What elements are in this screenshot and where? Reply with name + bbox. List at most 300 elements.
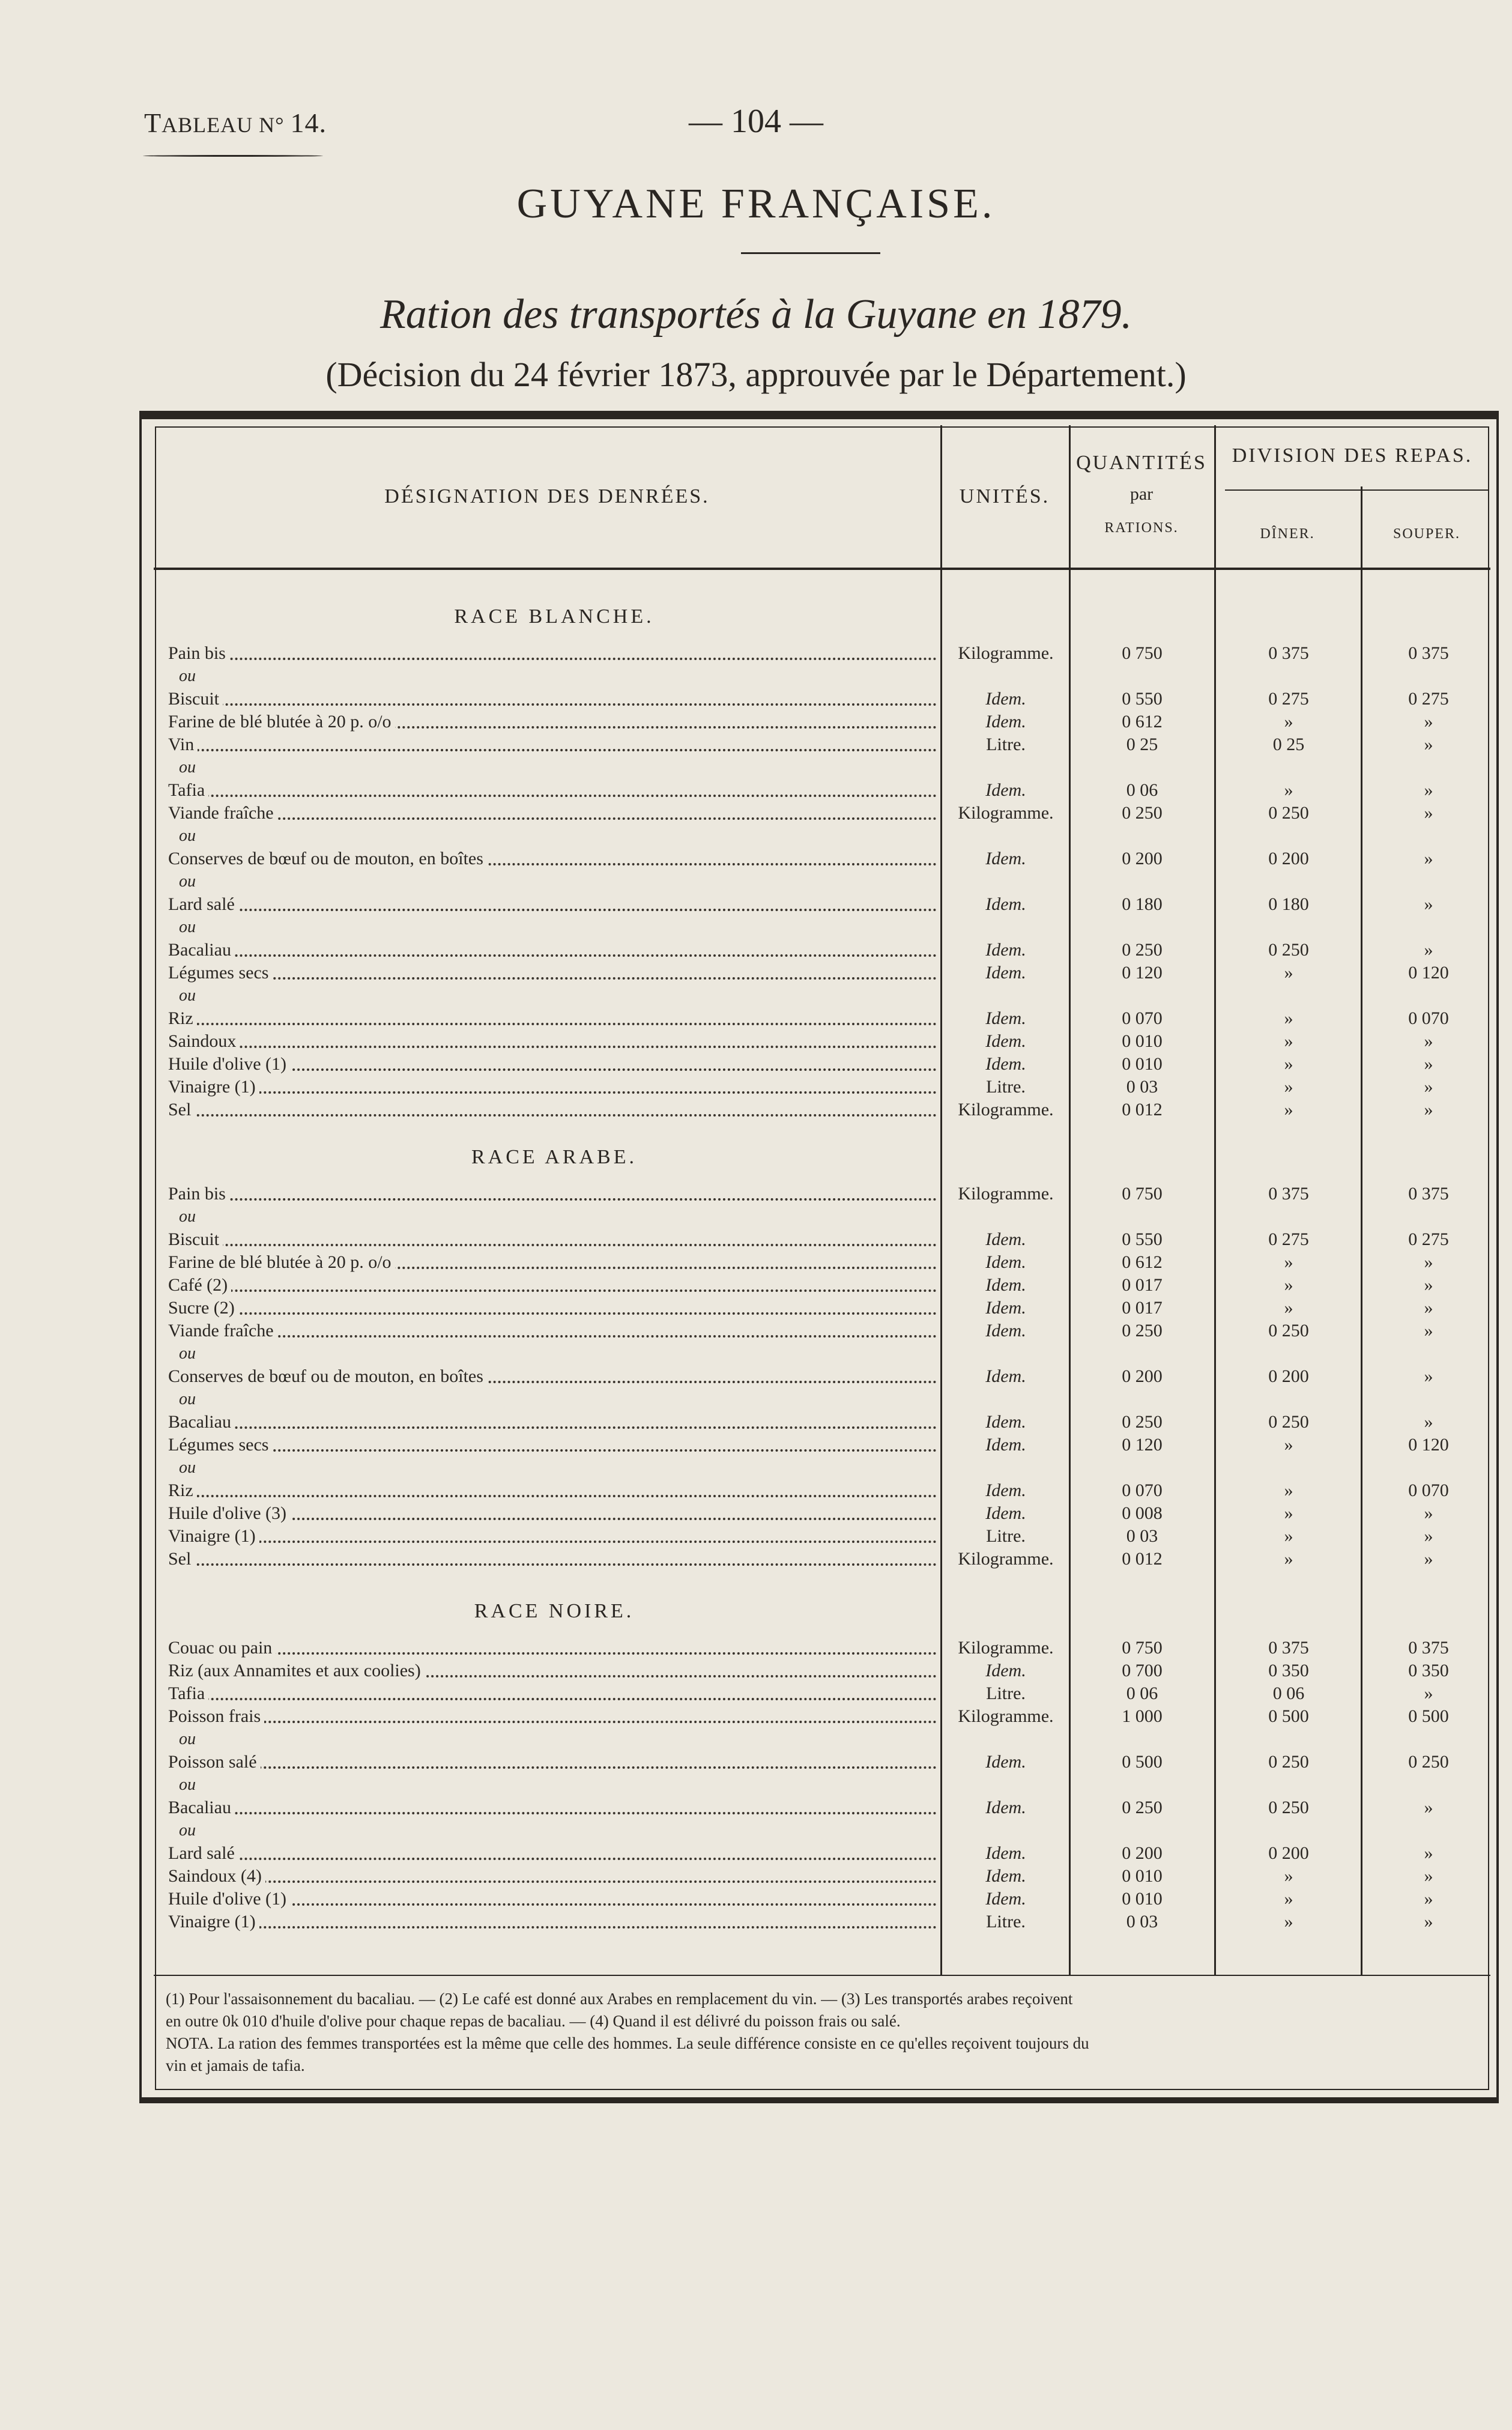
or-label: ou xyxy=(179,1775,196,1794)
item-souper: 0 500 xyxy=(1408,1706,1449,1726)
item-designation xyxy=(168,1910,937,1934)
or-label: ou xyxy=(179,918,196,936)
item-diner: » xyxy=(1284,1031,1293,1051)
table-row xyxy=(0,961,1512,985)
item-diner: » xyxy=(1284,1889,1293,1909)
item-unit: Idem. xyxy=(985,1412,1026,1432)
item-label: Sel xyxy=(168,1100,195,1120)
table-row xyxy=(0,1841,1512,1865)
table-row xyxy=(0,1052,1512,1076)
item-souper: » xyxy=(1424,1503,1433,1523)
item-designation xyxy=(168,1319,937,1343)
item-quantity: 0 06 xyxy=(1126,780,1158,800)
item-quantity: 0 017 xyxy=(1122,1275,1163,1295)
item-souper: 0 120 xyxy=(1408,1435,1449,1455)
item-diner: 0 200 xyxy=(1268,1843,1309,1863)
item-quantity: 0 180 xyxy=(1122,894,1163,914)
table-row xyxy=(0,733,1512,757)
item-designation xyxy=(168,1887,937,1911)
item-diner: 0 375 xyxy=(1268,643,1309,663)
item-quantity: 0 25 xyxy=(1126,735,1158,754)
item-quantity: 0 070 xyxy=(1122,1480,1163,1500)
or-separator xyxy=(0,1456,1512,1480)
item-label: Vinaigre (1) xyxy=(168,1077,259,1097)
table-row xyxy=(0,1250,1512,1274)
item-quantity: 0 120 xyxy=(1122,963,1163,983)
item-designation xyxy=(168,1636,937,1660)
or-separator xyxy=(0,664,1512,688)
item-label: Lard salé xyxy=(168,1843,238,1863)
item-quantity: 0 06 xyxy=(1126,1683,1158,1703)
item-unit: Idem. xyxy=(985,1843,1026,1863)
item-souper: 0 375 xyxy=(1408,1638,1449,1658)
or-label: ou xyxy=(179,667,196,685)
item-souper: 0 350 xyxy=(1408,1661,1449,1680)
item-label: Huile d'olive (1) xyxy=(168,1889,290,1909)
header-designation: DÉSIGNATION DES DENRÉES. xyxy=(384,485,710,508)
item-souper: 0 070 xyxy=(1408,1480,1449,1500)
table-row xyxy=(0,1319,1512,1343)
table-row xyxy=(0,801,1512,825)
item-diner: » xyxy=(1284,1275,1293,1295)
table-row xyxy=(0,778,1512,802)
or-label: ou xyxy=(179,826,196,845)
item-label: Poisson salé xyxy=(168,1752,261,1772)
nota-line: NOTA. La ration des femmes transportées est la même que celle des hommes. La seule différence consiste en ce qu'elles reçoivent toujours du xyxy=(166,2034,1089,2052)
footnotes xyxy=(166,1988,1487,2077)
item-quantity: 0 250 xyxy=(1122,1412,1163,1432)
item-label: Conserves de bœuf ou de mouton, en boîtes xyxy=(168,1366,487,1386)
item-diner: 0 375 xyxy=(1268,1638,1309,1658)
table-row xyxy=(0,1682,1512,1706)
item-unit: Idem. xyxy=(985,1054,1026,1074)
header-souper: SOUPER. xyxy=(1393,526,1461,542)
item-quantity: 0 012 xyxy=(1122,1549,1163,1569)
item-unit: Idem. xyxy=(985,1752,1026,1772)
item-quantity: 0 03 xyxy=(1126,1077,1158,1097)
item-unit: Kilogramme. xyxy=(958,1549,1054,1569)
header-rations: RATIONS. xyxy=(1104,520,1179,536)
page-number: — 104 — xyxy=(689,103,823,140)
section-race-noire: RACE NOIRE. xyxy=(474,1600,635,1622)
item-designation xyxy=(168,641,937,665)
item-quantity: 0 200 xyxy=(1122,1843,1163,1863)
table-row xyxy=(0,1659,1512,1683)
item-souper: » xyxy=(1424,1526,1433,1546)
item-unit: Idem. xyxy=(985,1798,1026,1817)
item-souper: » xyxy=(1424,1798,1433,1817)
item-label: Café (2) xyxy=(168,1275,231,1295)
item-souper: 0 275 xyxy=(1408,689,1449,709)
table-row xyxy=(0,1228,1512,1252)
item-quantity: 0 250 xyxy=(1122,803,1163,823)
item-designation xyxy=(168,1296,937,1320)
table-row xyxy=(0,1524,1512,1548)
item-unit: Litre. xyxy=(986,1683,1026,1703)
item-unit: Kilogramme. xyxy=(958,803,1054,823)
or-separator xyxy=(0,756,1512,780)
decision-note: (Décision du 24 février 1873, approuvée par le Département.) xyxy=(325,355,1187,394)
item-diner: » xyxy=(1284,1866,1293,1886)
header-diner: DÎNER. xyxy=(1260,526,1315,542)
item-designation xyxy=(168,1365,937,1389)
item-souper: » xyxy=(1424,1866,1433,1886)
item-souper: 0 275 xyxy=(1408,1229,1449,1249)
item-souper: » xyxy=(1424,1843,1433,1863)
item-souper: » xyxy=(1424,1683,1433,1703)
or-label: ou xyxy=(179,986,196,1005)
item-label: Viande fraîche xyxy=(168,1321,277,1341)
item-unit: Idem. xyxy=(985,1866,1026,1886)
item-quantity: 0 010 xyxy=(1122,1031,1163,1051)
item-souper: » xyxy=(1424,1100,1433,1120)
item-diner: » xyxy=(1284,1435,1293,1455)
item-unit: Kilogramme. xyxy=(958,1706,1054,1726)
item-quantity: 0 250 xyxy=(1122,940,1163,960)
item-designation xyxy=(168,1479,937,1503)
item-quantity: 0 03 xyxy=(1126,1912,1158,1932)
table-number: TABLEAU N° 14. xyxy=(144,108,327,138)
item-diner: 0 06 xyxy=(1272,1683,1305,1703)
or-label: ou xyxy=(179,758,196,777)
or-label: ou xyxy=(179,1207,196,1226)
item-designation xyxy=(168,1864,937,1888)
or-separator xyxy=(0,1205,1512,1229)
item-quantity: 0 017 xyxy=(1122,1298,1163,1318)
item-diner: 0 500 xyxy=(1268,1706,1309,1726)
item-souper: » xyxy=(1424,1549,1433,1569)
table-row xyxy=(0,1864,1512,1888)
item-unit: Idem. xyxy=(985,1889,1026,1909)
table-row xyxy=(0,1704,1512,1729)
item-label: Tafia xyxy=(168,1683,208,1703)
item-diner: » xyxy=(1284,712,1293,732)
item-label: Farine de blé blutée à 20 p. o/o xyxy=(168,1252,395,1272)
item-designation xyxy=(168,1250,937,1274)
table-row xyxy=(0,641,1512,665)
item-designation xyxy=(168,801,937,825)
item-unit: Kilogramme. xyxy=(958,1184,1054,1204)
item-label: Pain bis xyxy=(168,643,229,663)
item-label: Couac ou pain xyxy=(168,1638,276,1658)
header-quantites: QUANTITÉS xyxy=(1076,452,1207,474)
item-label: Saindoux (4) xyxy=(168,1866,265,1886)
item-unit: Idem. xyxy=(985,1275,1026,1295)
item-designation xyxy=(168,847,937,871)
item-diner: 0 200 xyxy=(1268,1366,1309,1386)
item-diner: 0 275 xyxy=(1268,689,1309,709)
table-number-underline xyxy=(143,155,323,157)
item-designation xyxy=(168,778,937,802)
item-quantity: 0 010 xyxy=(1122,1866,1163,1886)
or-label: ou xyxy=(179,1458,196,1477)
header-unites: UNITÉS. xyxy=(959,485,1050,508)
item-diner: 0 250 xyxy=(1268,1412,1309,1432)
item-label: Riz xyxy=(168,1480,197,1500)
item-quantity: 0 250 xyxy=(1122,1798,1163,1817)
item-quantity: 0 012 xyxy=(1122,1100,1163,1120)
item-designation xyxy=(168,687,937,711)
item-souper: » xyxy=(1424,1321,1433,1341)
item-diner: » xyxy=(1284,1252,1293,1272)
item-quantity: 0 200 xyxy=(1122,849,1163,868)
item-designation xyxy=(168,961,937,985)
section-race-arabe: RACE ARABE. xyxy=(471,1146,638,1168)
item-unit: Idem. xyxy=(985,780,1026,800)
table-row xyxy=(0,1007,1512,1031)
item-unit: Idem. xyxy=(985,1298,1026,1318)
item-quantity: 0 550 xyxy=(1122,689,1163,709)
or-separator xyxy=(0,870,1512,894)
item-diner: 0 375 xyxy=(1268,1184,1309,1204)
item-souper: » xyxy=(1424,1054,1433,1074)
item-diner: » xyxy=(1284,1100,1293,1120)
item-designation xyxy=(168,733,937,757)
table-row xyxy=(0,1365,1512,1389)
item-quantity: 0 750 xyxy=(1122,643,1163,663)
item-designation xyxy=(168,938,937,962)
item-designation xyxy=(168,1524,937,1548)
item-designation xyxy=(168,1750,937,1774)
or-label: ou xyxy=(179,872,196,891)
item-souper: 0 250 xyxy=(1408,1752,1449,1772)
item-unit: Litre. xyxy=(986,1526,1026,1546)
item-designation xyxy=(168,1659,937,1683)
or-separator xyxy=(0,824,1512,848)
table-row xyxy=(0,1410,1512,1434)
table-row xyxy=(0,1910,1512,1934)
item-souper: » xyxy=(1424,803,1433,823)
or-label: ou xyxy=(179,1390,196,1408)
table-row xyxy=(0,1501,1512,1526)
item-label: Légumes secs xyxy=(168,963,272,983)
item-unit: Idem. xyxy=(985,1008,1026,1028)
table-row xyxy=(0,1796,1512,1820)
table-row xyxy=(0,710,1512,734)
footnote-line: en outre 0k 010 d'huile d'olive pour chaque repas de bacaliau. — (4) Quand il est délivré du poisson frais ou salé. xyxy=(166,2012,901,2030)
item-designation xyxy=(168,1547,937,1571)
item-label: Légumes secs xyxy=(168,1435,272,1455)
item-unit: Kilogramme. xyxy=(958,1638,1054,1658)
item-label: Tafia xyxy=(168,780,208,800)
item-designation xyxy=(168,1796,937,1820)
item-souper: » xyxy=(1424,1412,1433,1432)
item-souper: » xyxy=(1424,1275,1433,1295)
item-souper: » xyxy=(1424,712,1433,732)
item-diner: 0 250 xyxy=(1268,1752,1309,1772)
item-designation xyxy=(168,1501,937,1526)
header-bottom-rule xyxy=(154,568,1490,570)
item-diner: » xyxy=(1284,1008,1293,1028)
or-label: ou xyxy=(179,1821,196,1840)
item-designation xyxy=(168,1007,937,1031)
item-souper: » xyxy=(1424,894,1433,914)
item-unit: Idem. xyxy=(985,963,1026,983)
item-unit: Idem. xyxy=(985,712,1026,732)
item-label: Huile d'olive (3) xyxy=(168,1503,290,1523)
item-designation xyxy=(168,1682,937,1706)
or-separator xyxy=(0,915,1512,939)
item-unit: Idem. xyxy=(985,1366,1026,1386)
item-unit: Idem. xyxy=(985,1661,1026,1680)
item-designation xyxy=(168,1704,937,1729)
item-diner: 0 180 xyxy=(1268,894,1309,914)
item-designation xyxy=(168,1075,937,1099)
item-souper: » xyxy=(1424,1912,1433,1932)
table-row xyxy=(0,1296,1512,1320)
item-label: Vin xyxy=(168,735,198,754)
item-designation xyxy=(168,1410,937,1434)
table-row xyxy=(0,847,1512,871)
item-label: Poisson frais xyxy=(168,1706,264,1726)
table-row xyxy=(0,1182,1512,1206)
item-quantity: 0 250 xyxy=(1122,1321,1163,1341)
item-souper: 0 120 xyxy=(1408,963,1449,983)
table-row xyxy=(0,1547,1512,1571)
item-label: Huile d'olive (1) xyxy=(168,1054,290,1074)
item-label: Bacaliau xyxy=(168,1412,235,1432)
item-unit: Idem. xyxy=(985,940,1026,960)
table-row xyxy=(0,938,1512,962)
item-souper: 0 375 xyxy=(1408,1184,1449,1204)
table-row xyxy=(0,892,1512,917)
table-row xyxy=(0,1029,1512,1053)
or-separator xyxy=(0,1342,1512,1366)
item-label: Conserves de bœuf ou de mouton, en boîtes xyxy=(168,849,487,868)
item-label: Lard salé xyxy=(168,894,238,914)
item-souper: 0 070 xyxy=(1408,1008,1449,1028)
title-divider xyxy=(741,252,880,254)
item-unit: Idem. xyxy=(985,1229,1026,1249)
table-row xyxy=(0,1098,1512,1122)
item-label: Pain bis xyxy=(168,1184,229,1204)
item-unit: Idem. xyxy=(985,894,1026,914)
item-souper: » xyxy=(1424,780,1433,800)
item-designation xyxy=(168,1098,937,1122)
table-row xyxy=(0,687,1512,711)
item-quantity: 0 03 xyxy=(1126,1526,1158,1546)
header-division-repas: DIVISION DES REPAS. xyxy=(1232,444,1473,467)
or-separator xyxy=(0,1819,1512,1843)
item-label: Viande fraîche xyxy=(168,803,277,823)
item-label: Sucre (2) xyxy=(168,1298,238,1318)
item-diner: » xyxy=(1284,780,1293,800)
item-designation xyxy=(168,1052,937,1076)
item-souper: 0 375 xyxy=(1408,643,1449,663)
item-unit: Idem. xyxy=(985,1435,1026,1455)
item-unit: Litre. xyxy=(986,735,1026,754)
item-souper: » xyxy=(1424,735,1433,754)
table-row xyxy=(0,1433,1512,1457)
item-designation xyxy=(168,1841,937,1865)
item-unit: Kilogramme. xyxy=(958,643,1054,663)
item-designation xyxy=(168,1029,937,1053)
item-designation xyxy=(168,1433,937,1457)
item-diner: » xyxy=(1284,963,1293,983)
item-quantity: 0 750 xyxy=(1122,1184,1163,1204)
or-separator xyxy=(0,1727,1512,1751)
item-diner: » xyxy=(1284,1054,1293,1074)
table-row xyxy=(0,1750,1512,1774)
division-subrule xyxy=(1225,489,1489,491)
item-diner: » xyxy=(1284,1912,1293,1932)
item-label: Bacaliau xyxy=(168,1798,235,1817)
table-row xyxy=(0,1273,1512,1297)
item-label: Riz xyxy=(168,1008,197,1028)
table-row xyxy=(0,1479,1512,1503)
item-diner: 0 200 xyxy=(1268,849,1309,868)
item-diner: 0 250 xyxy=(1268,803,1309,823)
table-row xyxy=(0,1636,1512,1660)
item-unit: Idem. xyxy=(985,1252,1026,1272)
item-souper: » xyxy=(1424,940,1433,960)
item-quantity: 0 070 xyxy=(1122,1008,1163,1028)
table-row xyxy=(0,1075,1512,1099)
item-quantity: 0 010 xyxy=(1122,1054,1163,1074)
item-quantity: 0 500 xyxy=(1122,1752,1163,1772)
item-souper: » xyxy=(1424,1298,1433,1318)
item-quantity: 0 612 xyxy=(1122,712,1163,732)
section-race-blanche: RACE BLANCHE. xyxy=(454,605,655,628)
header-par: par xyxy=(1129,484,1154,504)
item-unit: Idem. xyxy=(985,689,1026,709)
item-label: Saindoux xyxy=(168,1031,240,1051)
or-separator xyxy=(0,1773,1512,1797)
or-label: ou xyxy=(179,1344,196,1363)
item-diner: 0 250 xyxy=(1268,940,1309,960)
item-diner: » xyxy=(1284,1503,1293,1523)
item-label: Vinaigre (1) xyxy=(168,1526,259,1546)
item-label: Biscuit xyxy=(168,689,223,709)
nota-line: vin et jamais de tafia. xyxy=(166,2056,305,2074)
item-diner: 0 250 xyxy=(1268,1321,1309,1341)
item-diner: » xyxy=(1284,1549,1293,1569)
item-diner: 0 275 xyxy=(1268,1229,1309,1249)
item-diner: » xyxy=(1284,1480,1293,1500)
item-souper: » xyxy=(1424,1031,1433,1051)
item-label: Sel xyxy=(168,1549,195,1569)
item-diner: 0 350 xyxy=(1268,1661,1309,1680)
item-unit: Idem. xyxy=(985,1031,1026,1051)
item-designation xyxy=(168,1182,937,1206)
item-quantity: 0 010 xyxy=(1122,1889,1163,1909)
item-quantity: 0 700 xyxy=(1122,1661,1163,1680)
item-quantity: 0 200 xyxy=(1122,1366,1163,1386)
or-separator xyxy=(0,1387,1512,1411)
footnote-line: (1) Pour l'assaisonnement du bacaliau. — (2) Le café est donné aux Arabes en remplacement du vin. — (3) Les transportés arabes reçoivent xyxy=(166,1990,1073,2008)
item-diner: » xyxy=(1284,1298,1293,1318)
item-unit: Idem. xyxy=(985,1503,1026,1523)
item-quantity: 1 000 xyxy=(1122,1706,1163,1726)
item-quantity: 0 612 xyxy=(1122,1252,1163,1272)
item-unit: Litre. xyxy=(986,1077,1026,1097)
or-separator xyxy=(0,984,1512,1008)
item-designation xyxy=(168,1228,937,1252)
item-unit: Idem. xyxy=(985,1480,1026,1500)
item-quantity: 0 550 xyxy=(1122,1229,1163,1249)
item-diner: » xyxy=(1284,1077,1293,1097)
item-souper: » xyxy=(1424,1077,1433,1097)
or-label: ou xyxy=(179,1730,196,1748)
item-unit: Idem. xyxy=(985,849,1026,868)
item-quantity: 0 750 xyxy=(1122,1638,1163,1658)
page-subtitle: Ration des transportés à la Guyane en 1879. xyxy=(380,291,1132,338)
item-label: Riz (aux Annamites et aux coolies) xyxy=(168,1661,425,1680)
table-row xyxy=(0,1887,1512,1911)
item-souper: » xyxy=(1424,1252,1433,1272)
item-souper: » xyxy=(1424,1889,1433,1909)
item-unit: Idem. xyxy=(985,1321,1026,1341)
